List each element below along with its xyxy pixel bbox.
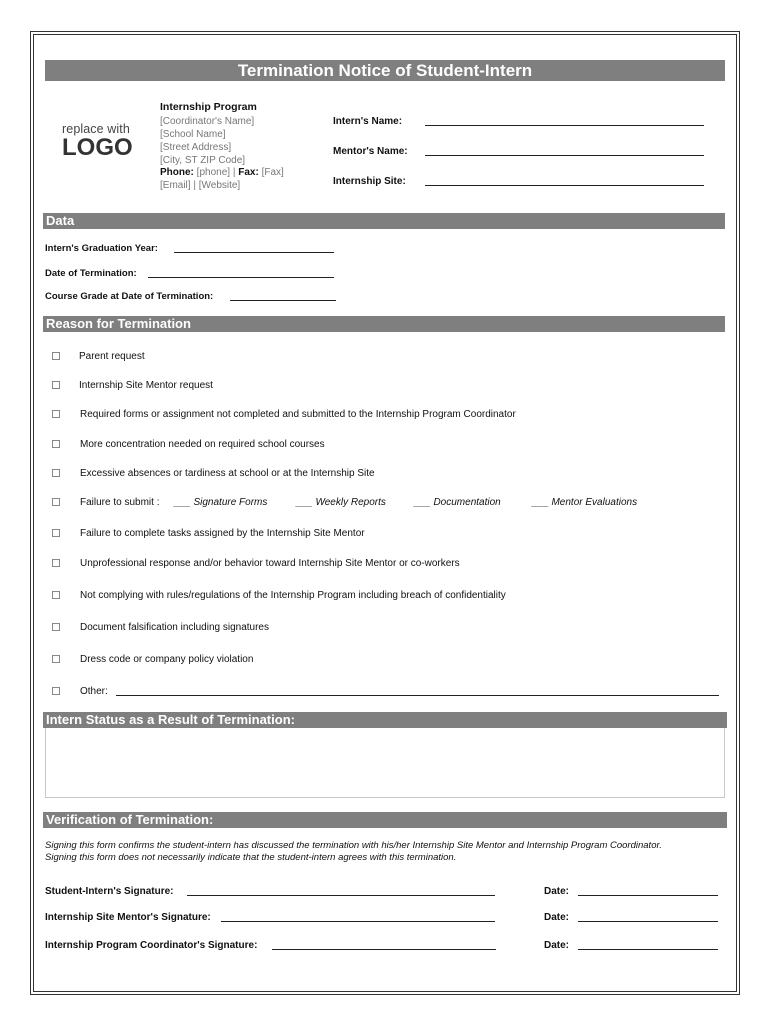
- reason-failure-tasks: Failure to complete tasks assigned by the Internship Site Mentor: [80, 528, 365, 539]
- intern-name-label: Intern's Name:: [333, 116, 403, 127]
- internship-site-field[interactable]: [425, 185, 704, 186]
- submit-documentation[interactable]: ___ Documentation: [414, 497, 501, 508]
- status-text-area[interactable]: [45, 728, 725, 798]
- student-signature-label: Student-Intern's Signature:: [45, 886, 174, 897]
- fax-label: Fax:: [238, 167, 259, 178]
- student-date-field[interactable]: [578, 895, 718, 896]
- coordinator-date-label: Date:: [544, 940, 570, 951]
- section-status-header: Intern Status as a Result of Termination:: [43, 712, 727, 728]
- course-grade-label: Course Grade at Date of Termination:: [45, 291, 214, 302]
- student-signature-field[interactable]: [187, 895, 495, 896]
- reason-unprofessional: Unprofessional response and/or behavior toward Internship Site Mentor or co-workers: [80, 558, 460, 569]
- checkbox-more-concentration[interactable]: [52, 440, 60, 448]
- coordinator-signature-field[interactable]: [272, 949, 496, 950]
- submit-signature-forms[interactable]: ___ Signature Forms: [174, 497, 268, 508]
- checkbox-forms-not-completed[interactable]: [52, 410, 60, 418]
- logo-line2: LOGO: [62, 134, 133, 161]
- reason-dress-code: Dress code or company policy violation: [80, 654, 254, 665]
- reason-falsification: Document falsification including signatures: [80, 622, 269, 633]
- logo-placeholder: [62, 122, 140, 160]
- form-title: Termination Notice of Student-Intern: [45, 60, 725, 81]
- termination-date-field[interactable]: [148, 277, 334, 278]
- city-state-zip: [City, ST ZIP Code]: [160, 155, 246, 166]
- student-date-label: Date:: [544, 886, 570, 897]
- checkbox-not-complying[interactable]: [52, 591, 60, 599]
- mentor-name-label: Mentor's Name:: [333, 146, 408, 157]
- program-heading: Internship Program: [160, 101, 257, 113]
- phone-fax-line: [160, 167, 284, 180]
- checkbox-failure-tasks[interactable]: [52, 529, 60, 537]
- graduation-year-field[interactable]: [174, 252, 334, 253]
- email-website: [Email] | [Website]: [160, 180, 241, 191]
- checkbox-failure-to-submit[interactable]: [52, 498, 60, 506]
- reason-not-complying: Not complying with rules/regulations of the Internship Program including breach of confidentiality: [80, 590, 506, 601]
- mentor-signature-label: Internship Site Mentor's Signature:: [45, 912, 211, 923]
- checkbox-mentor-request[interactable]: [52, 381, 60, 389]
- phone-value: [phone]: [196, 167, 231, 178]
- coordinator-signature-label: Internship Program Coordinator's Signature:: [45, 940, 258, 951]
- mentor-name-field[interactable]: [425, 155, 704, 156]
- verification-note-line1: Signing this form confirms the student-intern has discussed the termination with his/her Internship Site Mentor and Internship Program Coordinator.: [45, 840, 662, 851]
- submit-mentor-evaluations[interactable]: ___ Mentor Evaluations: [532, 497, 638, 508]
- reason-parent-request: Parent request: [79, 351, 145, 362]
- separator: |: [232, 167, 236, 178]
- logo-line1: replace with: [62, 122, 130, 136]
- other-reason-field[interactable]: [116, 695, 719, 696]
- checkbox-absences[interactable]: [52, 469, 60, 477]
- school-name: [School Name]: [160, 129, 226, 140]
- section-reason-header: Reason for Termination: [43, 316, 725, 332]
- checkbox-dress-code[interactable]: [52, 655, 60, 663]
- section-verification-header: Verification of Termination:: [43, 812, 727, 828]
- reason-mentor-request: Internship Site Mentor request: [79, 380, 213, 391]
- reason-failure-to-submit: Failure to submit :: [80, 497, 160, 508]
- course-grade-field[interactable]: [230, 300, 336, 301]
- mentor-date-label: Date:: [544, 912, 570, 923]
- fax-value: [Fax]: [261, 167, 284, 178]
- verification-note-line2: Signing this form does not necessarily indicate that the student-intern agrees with this termination.: [45, 852, 457, 863]
- termination-date-label: Date of Termination:: [45, 268, 137, 279]
- graduation-year-label: Intern's Graduation Year:: [45, 243, 158, 254]
- checkbox-unprofessional[interactable]: [52, 559, 60, 567]
- section-data-header: Data: [43, 213, 725, 229]
- coordinator-date-field[interactable]: [578, 949, 718, 950]
- checkbox-other[interactable]: [52, 687, 60, 695]
- checkbox-falsification[interactable]: [52, 623, 60, 631]
- checkbox-parent-request[interactable]: [52, 352, 60, 360]
- submit-weekly-reports[interactable]: ___ Weekly Reports: [296, 497, 386, 508]
- mentor-signature-field[interactable]: [221, 921, 495, 922]
- internship-site-label: Internship Site:: [333, 176, 406, 187]
- reason-more-concentration: More concentration needed on required school courses: [80, 439, 325, 450]
- coordinator-name: [Coordinator's Name]: [160, 116, 255, 127]
- reason-absences: Excessive absences or tardiness at school or at the Internship Site: [80, 468, 375, 479]
- reason-other-label: Other:: [80, 686, 108, 697]
- phone-label: Phone:: [160, 167, 194, 178]
- mentor-date-field[interactable]: [578, 921, 718, 922]
- reason-forms-not-completed: Required forms or assignment not completed and submitted to the Internship Program Coordinator: [80, 409, 516, 420]
- street-address: [Street Address]: [160, 142, 232, 153]
- intern-name-field[interactable]: [425, 125, 704, 126]
